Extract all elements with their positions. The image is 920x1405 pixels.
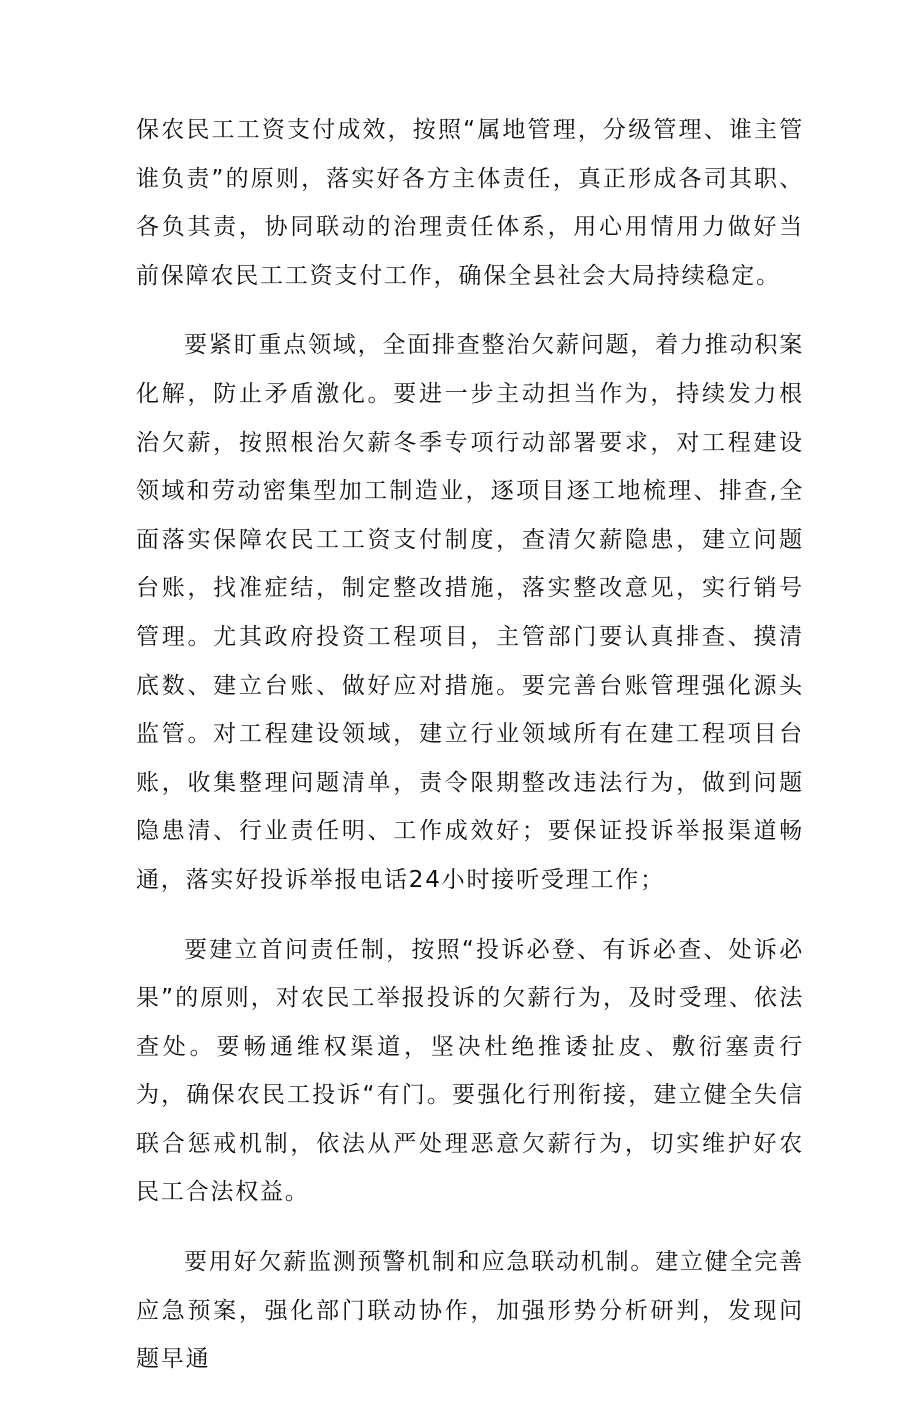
paragraph-2: 要紧盯重点领域，全面排查整治欠薪问题，着力推动积案化解，防止矛盾激化。要进一步主动担当作为，持续发力根治欠薪，按照根治欠薪冬季专项行动部署要求，对工程建设领域和劳动密集型加工制造业，逐项目逐工地梳理、排查,全面落实保障农民工工资支付制度，查清欠薪隐患，建立问题台账，找准症结，制定整改措施，落实整改意见，实行销号管理。尤其政府投资工程项目，主管部门要认真排查、摸清底数、建立台账、做好应对措施。要完善台账管理强化源头监管。对工程建设领域，建立行业领域所有在建工程项目台账，收集整理问题清单，责令限期整改违法行为，做到问题隐患清、行业责任明、工作成效好；要保证投诉举报渠道畅通，落实好投诉举报电话24小时接听受理工作； bbox=[136, 332, 804, 893]
document-body bbox=[136, 106, 804, 1405]
paragraph-3: 要建立首问责任制，按照“投诉必登、有诉必查、处诉必果”的原则，对农民工举报投诉的欠薪行为，及时受理、依法查处。要畅通维权渠道，坚决杜绝推诿扯皮、敷衍塞责行为，确保农民工投诉“有门。要强化行刑衔接，建立健全失信联合惩戒机制，依法从严处理恶意欠薪行为，切实维护好农民工合法权益。 bbox=[136, 936, 804, 1206]
paragraph-4: 要用好欠薪监测预警机制和应急联动机制。建立健全完善应急预案，强化部门联动协作，加强形势分析研判，发现问题早通 bbox=[136, 1249, 804, 1373]
paragraph-1: 保农民工工资支付成效，按照“属地管理，分级管理、谁主管谁负责”的原则，落实好各方主体责任，真正形成各司其职、各负其责，协同联动的治理责任体系，用心用情用力做好当前保障农民工工资支付工作，确保全县社会大局持续稳定。 bbox=[136, 117, 804, 289]
